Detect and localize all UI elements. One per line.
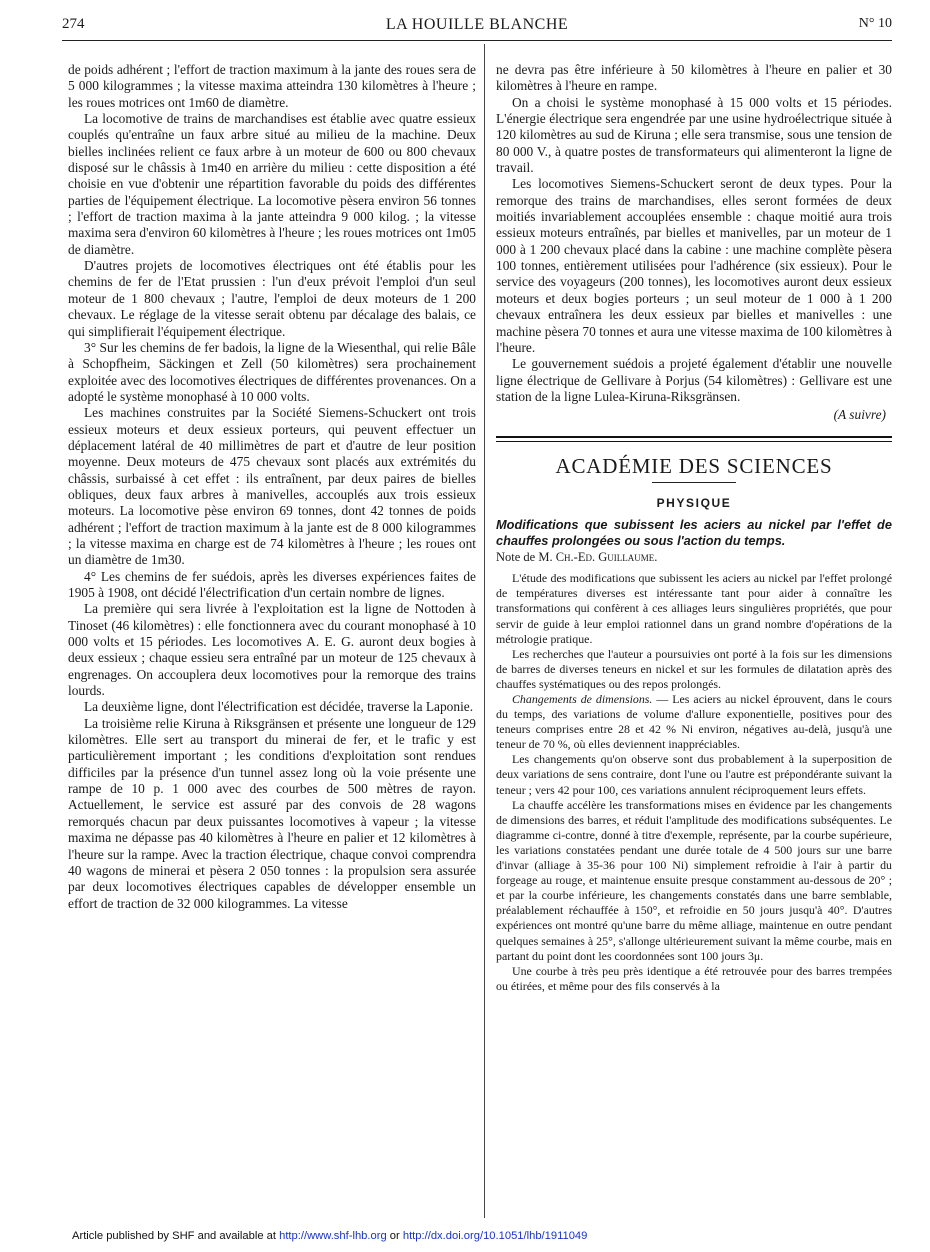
right-column xyxy=(496,62,892,994)
paragraph: L'étude des modifications que subissent les aciers au nickel par l'effet prolongé de températures diverses est intéressante tant pour aider à connaître les transformations qui confèrent à ces alliages leurs singulières propriétés, que pour servir de guide à leur emploi rationnel dans un grand nombre d'opérations de la métrologie pratique. xyxy=(496,571,892,646)
column-divider xyxy=(484,44,485,1218)
paragraph: Les machines construites par la Société Siemens-Schuckert ont trois essieux moteurs et deux essieux porteurs, qui peuvent effectuer un déplacement latéral de 40 millimètres de part et d'autre de leur position moyenne. Deux moteurs de 475 chevaux sont placés aux extrémités du châssis, surbaissé à cet effet : ils entraînent, par deux paires de bielles obliques, deux faux arbres à manivelles, accouplés aux trois essieux moteurs. La locomotive pèse environ 69 tonnes, dont 42 tonnes de poids adhérent ; l'effort de traction maximum à la jante est de 8 000 kilogrammes ; la vitesse maxima en charge est de 74 kilomètres à l'heure ; les roues ont un diamètre de 1m30. xyxy=(68,405,476,568)
footer-link-shf[interactable]: http://www.shf-lhb.org xyxy=(279,1230,387,1242)
note-author-prefix: Note de M. xyxy=(496,550,556,565)
section-title: ACADÉMIE DES SCIENCES xyxy=(555,453,833,478)
paragraph: de poids adhérent ; l'effort de traction maximum à la jante des roues sera de 5 000 kilogrammes ; la vitesse maxima atteindra 130 kilomètres à l'heure ; les roues motrices ont 1m60 de diamètre. xyxy=(68,62,476,110)
paragraph: La deuxième ligne, dont l'électrification est décidée, traverse la Laponie. xyxy=(84,699,474,715)
left-column xyxy=(68,62,476,912)
header-rule xyxy=(62,40,892,41)
paragraph: La chauffe accélère les transformations mises en évidence par les changements de dimensions des barres, et réduit l'amplitude des modifications subséquentes. Le diagramme ci-contre, donné à titre d'exemple, représente, par la courbe supérieure, les variations constatées pendant une durée totale de 4 500 jours sur une barre d'invar (alliage à 35-36 pour 100 Ni) simplement refroidie à l'air à partir du forgeage au rouge, et maintenue ensuite presque constamment au-dessous de 20° ; et par la courbe inférieure, les changements constatés dans une barre semblable, préalablement réchauffée à 150°, et refroidie en 50 jours jusqu'à 40°. D'autres expériences ont montré qu'une barre du même alliage, maintenue en outre pendant quelques semaines à 25°, s'allonge ultérieurement suivant la même courbe, mais en partant du point dont les coordonnées sont 100 jours 3μ. xyxy=(496,797,892,963)
to-be-continued: (A suivre) xyxy=(833,407,886,423)
paragraph: Les recherches que l'auteur a poursuivies ont porté à la fois sur les dimensions de barres de diverses teneurs en nickel et sur les formules de dilatation après des chauffes systématiques ou des repos prolongés. xyxy=(496,646,892,691)
note-title: Modifications que subissent les aciers au nickel par l'effet de chauffes prolongées ou sous l'action du temps. xyxy=(496,517,892,549)
paragraph: Les changements qu'on observe sont dus probablement à la superposition de deux variations de sens contraire, dont l'une ou l'autre est prépondérante suivant la teneur ; vers 42 pour 100, ces variations annulent réciproquement leurs effets. xyxy=(496,752,892,797)
paragraph: La troisième relie Kiruna à Riksgränsen et présente une longueur de 129 kilomètres. Elle sert au transport du minerai de fer, et le trafic y est particulièrement important ; les conditions d'exploitation sont rendues difficiles par la présence d'un tunnel assez long où la voie présente une rampe de 10 p. 1 000 avec des courbes de 500 mètres de rayon. Actuellement, le service est assuré par des convois de 28 wagons remorqués chacun par deux puissantes locomotives à vapeur ; la vitesse maxima ne dépasse pas 40 kilomètres à l'heure en palier et 12 kilomètres à l'heure sur la rampe. Avec la traction électrique, chaque convoi comprendra 40 wagons de minerai et pèsera 2 050 tonnes : la propulsion sera assurée par deux locomotives électriques capables de développer ensemble un effort de traction de 32 000 kilogrammes. La vitesse xyxy=(68,715,476,911)
publication-footer xyxy=(72,1230,587,1242)
section-divider xyxy=(496,436,892,442)
paragraph: 4° Les chemins de fer suédois, après les diverses expériences faites de 1905 à 1908, ont décidé l'électrification d'un certain nombre de lignes. xyxy=(68,568,476,600)
subsection-heading: PHYSIQUE xyxy=(656,495,732,510)
note-body xyxy=(496,571,892,994)
paragraph: Une courbe à très peu près identique a été retrouvée pour des barres trempées ou étirées, et même pour des fils conservés à la xyxy=(496,963,892,993)
paragraph xyxy=(496,692,892,752)
page-header xyxy=(62,14,892,36)
paragraph: La locomotive de trains de marchandises est établie avec quatre essieux couplés qu'entraîne un faux arbre situé au milieu de la machine. Deux bielles inclinées relient ce faux arbre à un moteur de 600 ou 800 chevaux disposé sur le châssis à 1m40 en arrière du milieu : cette disposition a été choisie en vue d'obtenir une répartition favorable du poids des différentes parties de l'équipement électrique. La locomotive pèsera environ 56 tonnes ; l'effort de traction maxima à la jante atteindra 9 000 kilog. ; la vitesse maxima sera d'environ 60 kilomètres à l'heure ; les roues motrices ont 1m05 de diamètre. xyxy=(68,111,476,257)
paragraph: D'autres projets de locomotives électriques ont été établis pour les chemins de fer de l'Etat prussien : l'un d'eux prévoit l'emploi d'un seul moteur de 1 800 chevaux ; l'autre, l'emploi de deux moteurs de 1 200 chevaux. Le réglage de la vitesse serait obtenu par décalage des balais, ce qui simplifierait l'équipement électrique. xyxy=(68,258,476,339)
changes-label: Changements de dimensions. xyxy=(512,692,653,706)
paragraph: 3° Sur les chemins de fer badois, la ligne de la Wiesenthal, qui relie Bâle à Schopfheim, Säckingen et Zell (50 kilomètres) sera prochainement exploitée avec des locomotives électriques de différentes provenances. On a adopté le système monophasé à 10 000 volts. xyxy=(68,339,476,404)
paragraph: ne devra pas être inférieure à 50 kilomètres à l'heure en palier et 30 kilomètres à l'heure en rampe. xyxy=(496,62,892,94)
note-author-name: Ch.-Ed. Guillaume. xyxy=(555,550,658,565)
footer-middle: or xyxy=(386,1230,403,1242)
title-rule xyxy=(652,482,736,483)
paragraph: La première qui sera livrée à l'exploitation est la ligne de Nottoden à Tinoset (46 kilomètres) : elle fonctionnera avec du courant monophasé à 10 000 volts et 15 périodes. Les locomotives A. E. G. auront deux bogies à deux essieux ; chaque essieu sera entraîné par un moteur de 125 chevaux à engrenages. On accouplera deux locomotives pour la remorque des trains lourds. xyxy=(68,601,476,699)
footer-link-doi[interactable]: http://dx.doi.org/10.1051/lhb/1911049 xyxy=(402,1230,588,1242)
issue-number: N° 10 xyxy=(858,16,892,31)
paragraph: On a choisi le système monophasé à 15 000 volts et 15 périodes. L'énergie électrique sera engendrée par une usine hydroélectrique située à 120 kilomètres au sud de Kiruna ; elle sera transmise, sous une tension de 80 000 V., à quatre postes de transformateurs qui alimenteront la ligne de travail. xyxy=(496,94,892,176)
page-number: 274 xyxy=(62,16,85,32)
footer-prefix: Article published by SHF and available at xyxy=(72,1230,280,1242)
changes-text: — Les aciers au nickel éprouvent, dans le cours du temps, des variations de volume d'allure exponentielle, positives pour des teneurs comprises entre 28 et 42 % Ni environ, négatives au-delà, jusqu'à une teneur de 70 %, où elles deviennent inappréciables. xyxy=(496,692,892,752)
journal-title: LA HOUILLE BLANCHE xyxy=(385,16,569,33)
paragraph: Le gouvernement suédois a projeté également d'établir une nouvelle ligne électrique de Gellivare à Porjus (54 kilomètres) : Gellivare est une station de la ligne Lulea-Kiruna-Riksgränsen. xyxy=(496,356,892,404)
paragraph: Les locomotives Siemens-Schuckert seront de deux types. Pour la remorque des trains de marchandises, elles seront formées de deux moitiés invariablement accouplées ensemble : chaque moitié aura trois essieux moteurs entraînés, par bielles et manivelles, par un moteur de 1 000 à 1 200 chevaux placé dans la cabine : une machine complète pèsera 100 tonnes, entièrement utilisées pour l'adhérence (six essieux). Pour le service des voyageurs (200 tonnes), les locomotives auront deux essieux moteurs et deux bogies porteurs ; un seul moteur de 1 000 à 1 200 chevaux entraînera les deux essieux par bielles et manivelles : une machine pèsera 70 tonnes et aura une vitesse maxima de 100 kilomètres à l'heure. xyxy=(496,176,892,355)
note-author xyxy=(496,549,892,565)
